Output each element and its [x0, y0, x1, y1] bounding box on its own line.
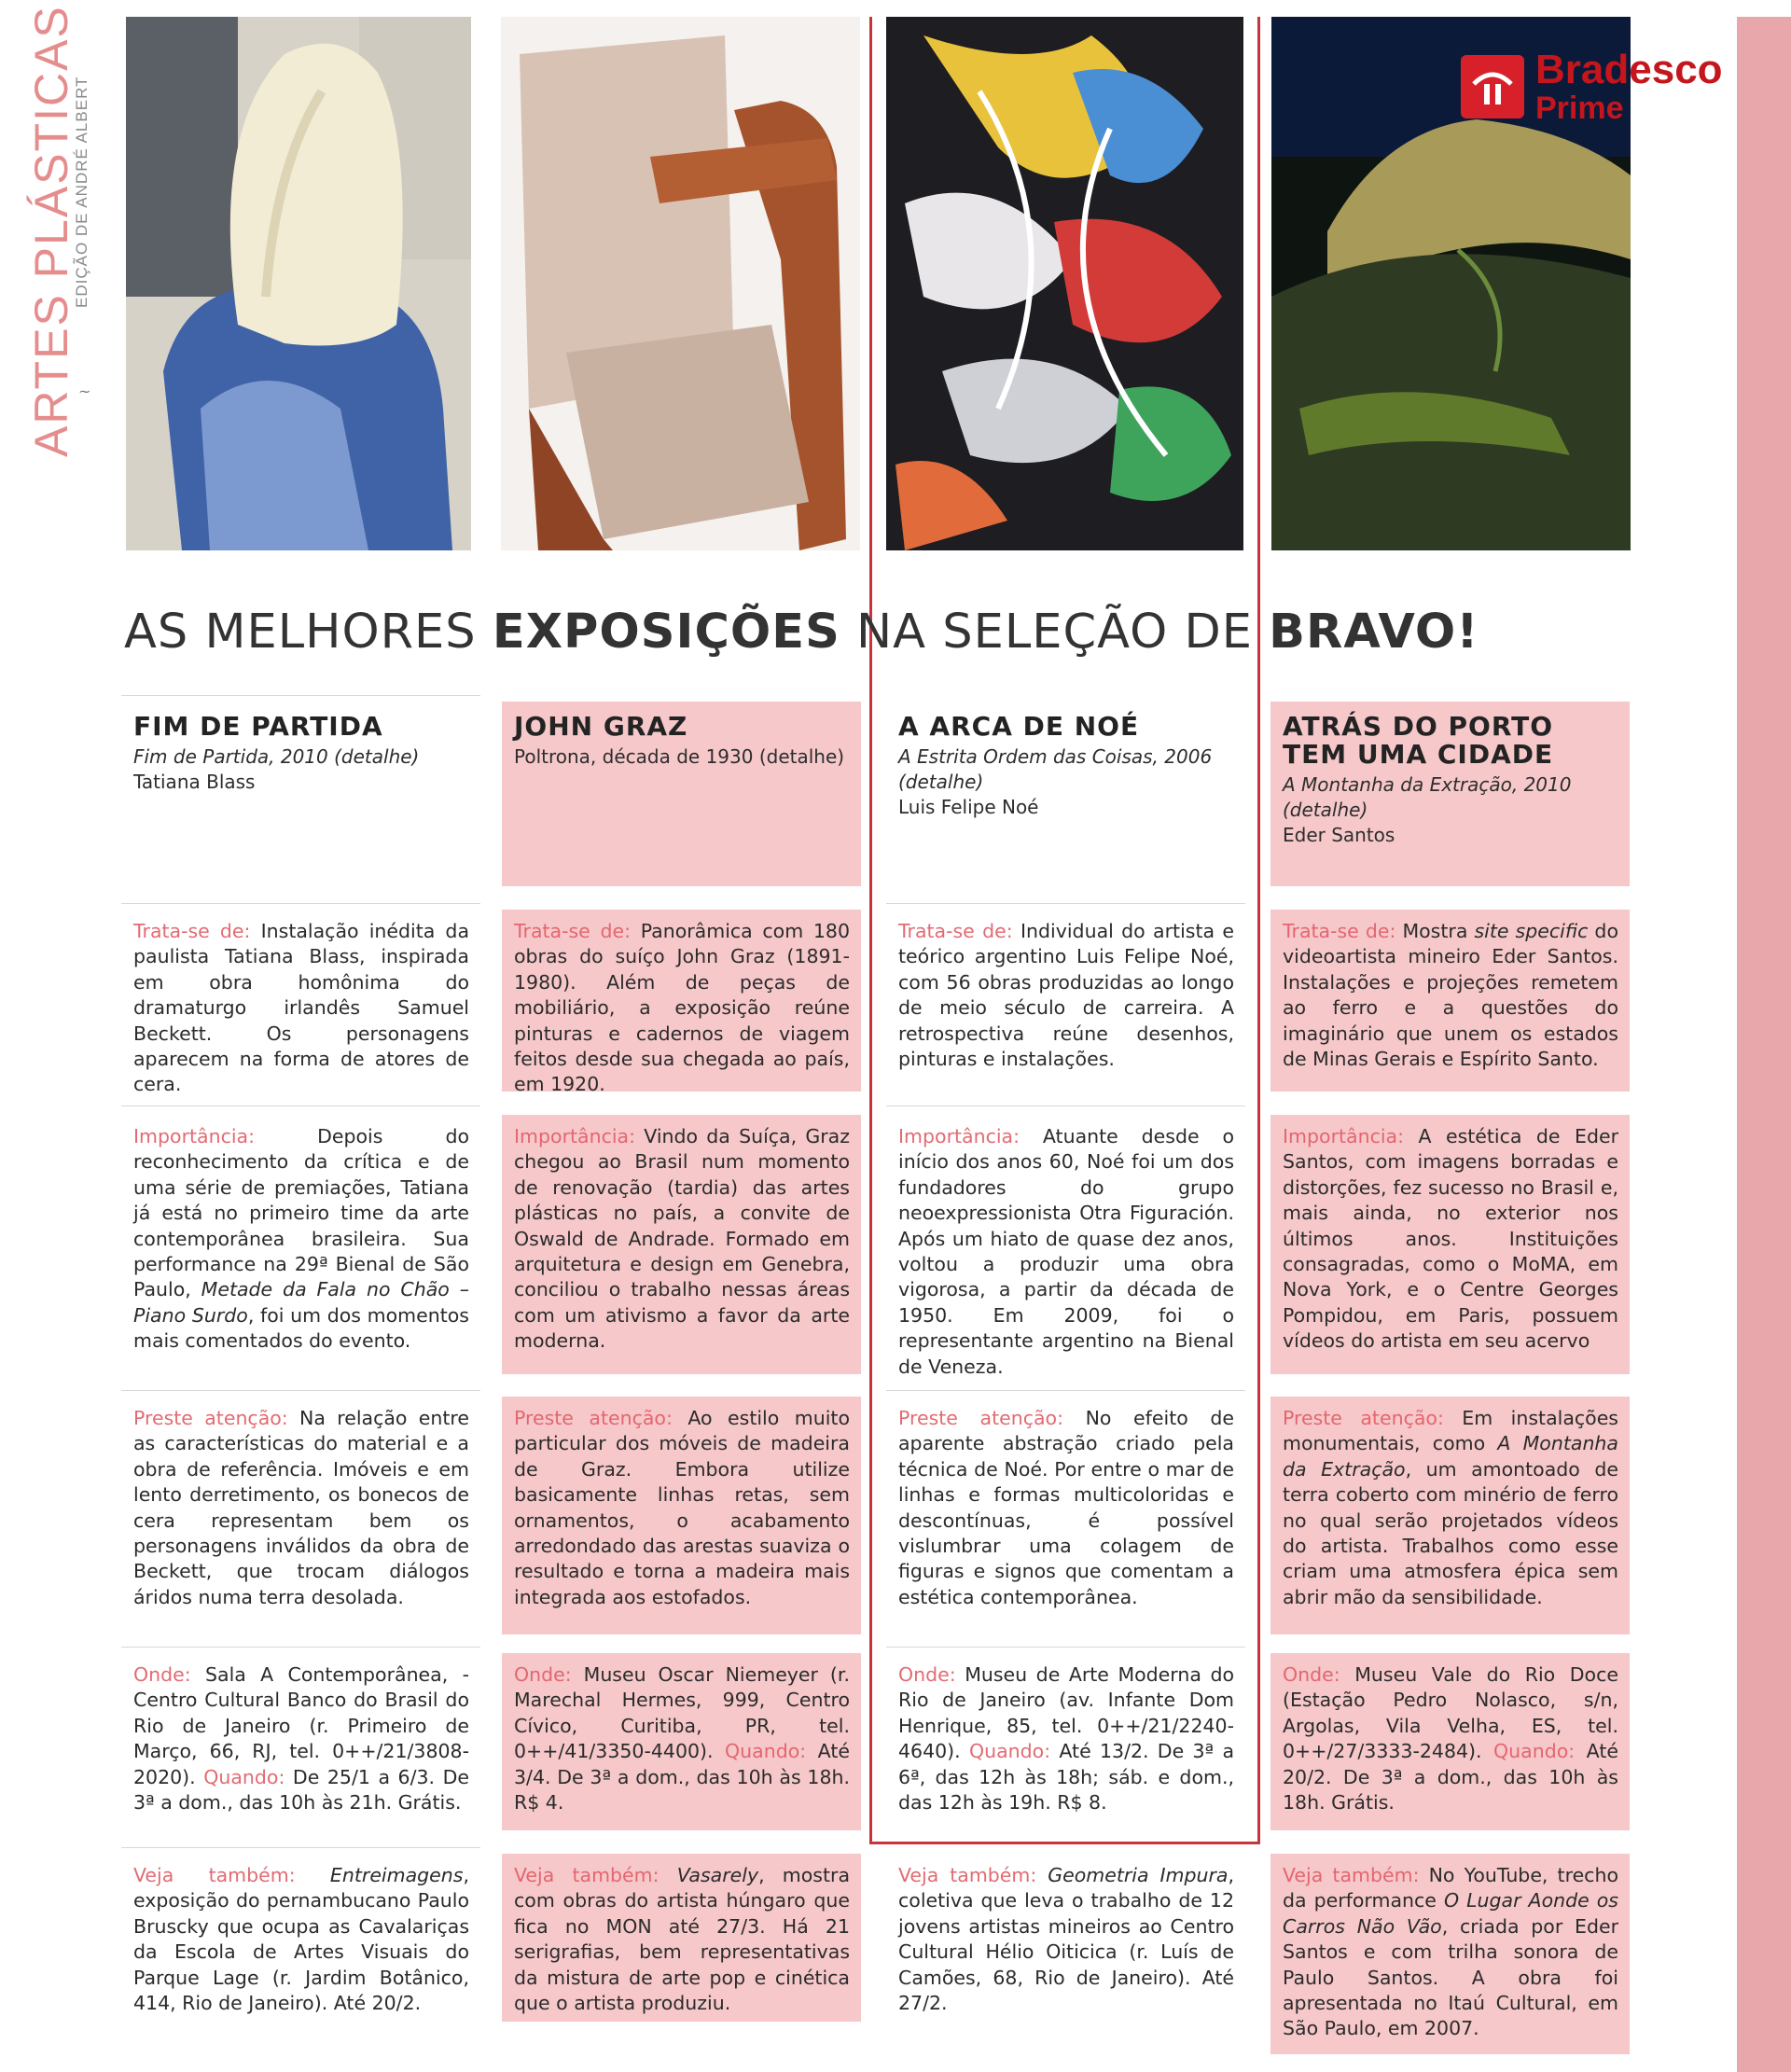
- highlight-frame-right: [1257, 17, 1260, 1843]
- section-title: ARTES PLÁSTICAS: [25, 5, 77, 457]
- preste-atencao-cell: Preste atenção: Na relação entre as características do material e a obra de referência. Imóveis e em lento derretimento, os bonecos de cera representam bem os personagens inválidos da obra de Beckett, que trocam diálogos áridos numa terra desolada.: [133, 1407, 469, 1608]
- importancia-cell: Importância: Vindo da Suíça, Graz chegou ao Brasil num momento de renovação (tardia) das artes plásticas no país, a convite de Oswald de Andrade. Formado em arquitetura e design em Genebra, conciliou o trabalho nessas áreas com um ativismo a favor da arte moderna.: [502, 1115, 861, 1374]
- veja-tambem-cell: Veja também: No YouTube, trecho da performance O Lugar Aonde os Carros Não Vão, criada por Eder Santos e com trilha sonora de Paulo Santos. A obra foi apresentada no Itaú Cultural, em São Paulo, em 2007.: [1270, 1854, 1630, 2054]
- photo-arca-de-noe: [886, 17, 1243, 550]
- onde-cell: Onde: Museu Vale do Rio Doce (Estação Pedro Nolasco, s/n, Argolas, Vila Velha, ES, tel. 0++/27/3333-2484). Quando: Até 20/2. De 3ª a dom., das 10h às 18h. Grátis.: [1270, 1653, 1630, 1830]
- veja-tambem-cell: Veja também: Geometria Impura, coletiva que leva o trabalho de 12 jovens artistas mineiros ao Centro Cultural Hélio Oiticica (r. Luís de Camões, 68, Rio de Janeiro). Até 27/2.: [898, 1864, 1235, 2015]
- title-cell: [886, 702, 1245, 888]
- title-cell: [1270, 702, 1630, 886]
- photo-fim-de-partida: [126, 17, 471, 550]
- photo-john-graz: [501, 17, 860, 550]
- artist-name: Eder Santos: [1283, 824, 1395, 846]
- veja-tambem-cell: Veja também: Entreimagens, exposição do pernambucano Paulo Bruscky que ocupa as Cavalariças da Escola de Artes Visuais do Parque Lage (r. Jardim Botânico, 414, Rio de Janeiro). Até 20/2.: [133, 1864, 469, 2015]
- trata-se-de-cell: Trata-se de: Mostra site specific do videoartista mineiro Eder Santos. Instalações e projeções remetem ao ferro e a questões do imaginário que unem os estados de Minas Gerais e Espírito Santo.: [1270, 910, 1630, 1092]
- work-title: Poltrona, década de 1930 (detalhe): [514, 745, 845, 768]
- importancia-cell: Importância: Depois do reconhecimento da crítica e de uma série de premiações, Tatiana já está no primeiro time da arte contemporânea brasileira. Sua performance na 29ª Bienal de São Paulo, Metade da Fala no Chão – Piano Surdo, foi um dos momentos mais comentados do evento.: [133, 1125, 469, 1353]
- work-detail: (detalhe): [1283, 799, 1368, 821]
- importancia-cell: Importância: A estética de Eder Santos, com imagens borradas e distorções, fez sucesso no Brasil e, mais ainda, no exterior nos últimos anos. Instituições consagradas, como o MoMA, em Nova York, e o Centre Georges Pompidou, em Paris, possuem vídeos do artista em seu acervo: [1270, 1115, 1630, 1374]
- page-headline: AS MELHORES EXPOSIÇÕES NA SELEÇÃO DE BRAVO!: [124, 605, 1479, 660]
- trata-se-de-cell: Trata-se de: Instalação inédita da paulista Tatiana Blass, inspirada em obra homônima do dramaturgo irlandês Samuel Beckett. Os personagens aparecem na forma de atores de cera.: [133, 920, 470, 1096]
- onde-cell: Onde: Museu de Arte Moderna do Rio de Janeiro (av. Infante Dom Henrique, 85, tel. 0++/21/2240-4640). Quando: Até 13/2. De 3ª a 6ª, das 12h às 18h; sáb. e dom., das 12h às 19h. R$ 8.: [898, 1663, 1235, 1815]
- work-title: A Estrita Ordem das Coisas, 2006: [898, 745, 1213, 768]
- title-cell: [121, 702, 480, 888]
- bradesco-tree-icon: [1461, 55, 1524, 118]
- onde-cell: Onde: Sala A Contemporânea, - Centro Cultural Banco do Brasil do Rio de Janeiro (r. Primeiro de Março, 66, RJ, tel. 0++/21/3808-2020). Quando: De 25/1 a 6/3. De 3ª a dom., das 10h às 21h. Grátis.: [133, 1663, 470, 1815]
- highlight-frame-left: [869, 17, 872, 1843]
- logo-line1: Bradesco: [1535, 47, 1723, 92]
- importancia-cell: Importância: Atuante desde o início dos anos 60, Noé foi um dos fundadores do grupo neoexpressionista Otra Figuración. Após um hiato de quase dez anos, voltou a produzir uma obra vigorosa, a partir da década de 1950. Em 2009, foi o representante argentino na Bienal de Veneza.: [898, 1125, 1234, 1378]
- work-detail: (detalhe): [898, 771, 984, 793]
- right-color-strip: [1737, 17, 1791, 2072]
- artist-name: Luis Felipe Noé: [898, 796, 1039, 818]
- preste-atencao-cell: Preste atenção: Ao estilo muito particular dos móveis de madeira de Graz. Embora utilize basicamente linhas retas, sem ornamentos, o acabamento arredondado das arestas suaviza o resultado e torna a madeira mais integrada aos estofados.: [502, 1397, 861, 1634]
- exhibit-title: ATRÁS DO PORTO TEM UMA CIDADE: [1283, 711, 1554, 770]
- preste-atencao-cell: Preste atenção: No efeito de aparente abstração criado pela técnica de Noé. Por entre o mar de linhas e formas multicoloridas e descontínuas, é possível vislumbrar uma colagem de figuras e signos que comentam a estética contemporânea.: [898, 1407, 1234, 1608]
- section-editor: EDIÇÃO DE ANDRÉ ALBERT: [73, 76, 90, 308]
- preste-atencao-cell: Preste atenção: Em instalações monumentais, como A Montanha da Extração, um amontoado de terra coberto com minério de ferro no qual serão projetados vídeos do artista. Trabalhos como esse criam uma atmosfera épica sem abrir mão da sensibilidade.: [1270, 1397, 1630, 1634]
- trata-se-de-cell: Trata-se de: Individual do artista e teórico argentino Luis Felipe Noé, com 56 obras produzidas ao longo de meio século de carreira. A retrospectiva reúne desenhos, pinturas e instalações.: [898, 920, 1234, 1071]
- page-mark: ~: [78, 382, 91, 400]
- exhibit-title: A ARCA DE NOÉ: [898, 711, 1140, 742]
- exhibit-title: FIM DE PARTIDA: [133, 711, 383, 742]
- trata-se-de-cell: Trata-se de: Panorâmica com 180 obras do suíço John Graz (1891-1980). Além de peças de mobiliário, a exposição reúne pinturas e cadernos de viagem feitos desde sua chegada ao país, em 1920.: [502, 910, 861, 1092]
- title-cell: [502, 702, 861, 886]
- exhibit-title: JOHN GRAZ: [514, 711, 688, 742]
- veja-tambem-cell: Veja também: Vasarely, mostra com obras do artista húngaro que fica no MON até 27/3. Há 21 serigrafias, bem representativas da mistura de arte pop e cinética que o artista produziu.: [502, 1854, 861, 2022]
- work-title: Fim de Partida, 2010 (detalhe): [133, 745, 420, 768]
- work-title: A Montanha da Extração, 2010: [1283, 773, 1572, 796]
- artist-name: Tatiana Blass: [133, 771, 256, 793]
- highlight-frame-bottom: [869, 1842, 1260, 1844]
- bradesco-prime-logo: [1461, 49, 1727, 125]
- logo-line2: Prime: [1535, 90, 1624, 126]
- onde-cell: Onde: Museu Oscar Niemeyer (r. Marechal Hermes, 999, Centro Cívico, Curitiba, PR, tel. 0++/41/3350-4400). Quando: Até 3/4. De 3ª a dom., das 10h às 18h. R$ 4.: [502, 1653, 861, 1830]
